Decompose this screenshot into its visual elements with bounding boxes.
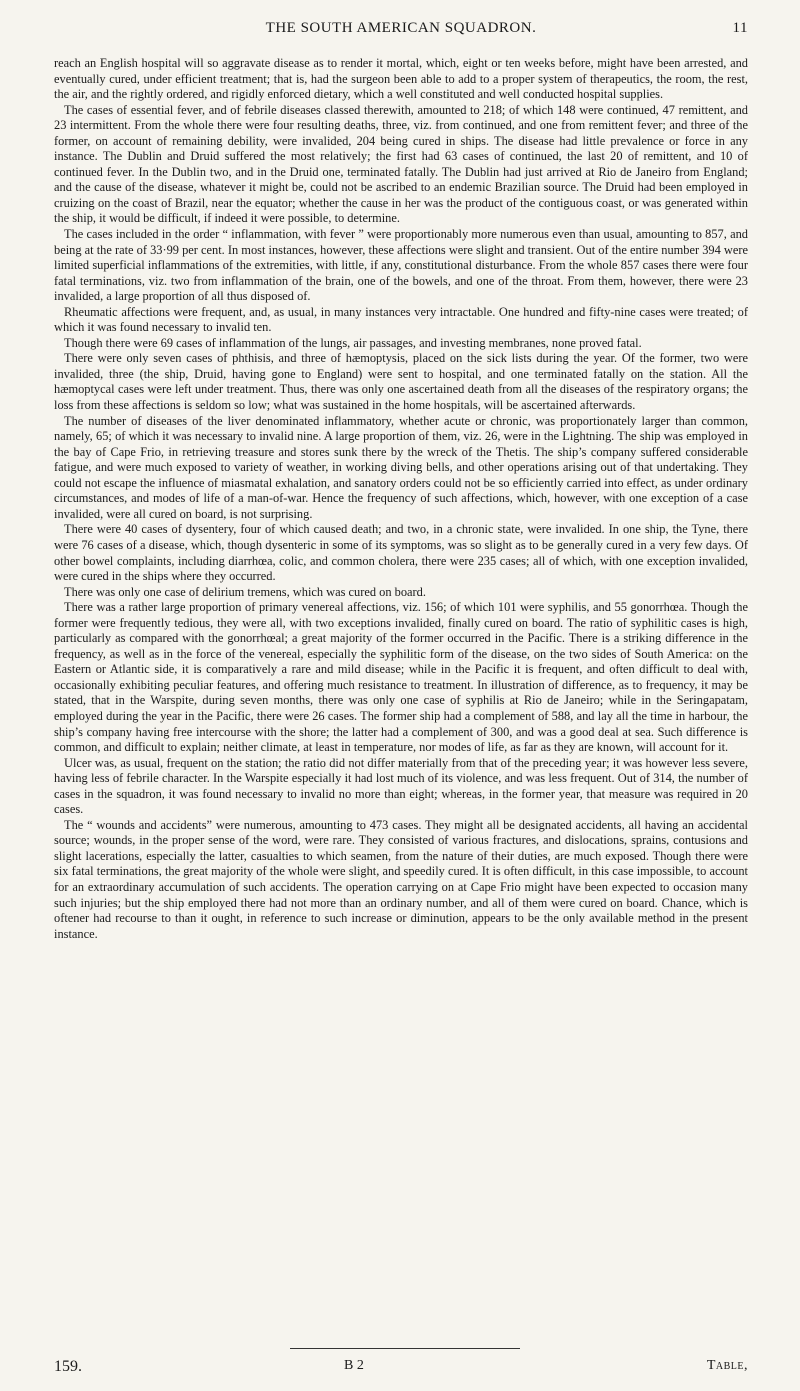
page-number: 11 [732, 20, 748, 36]
running-head [54, 20, 748, 46]
running-title: THE SOUTH AMERICAN SQUADRON. [265, 20, 537, 36]
paragraph-dysentery: There were 40 cases of dysentery, four of which caused death; and two, in a chronic state, were invalided. In one ship, the Tyne, there were 76 cases of a disease, which, though dysenteric in some of its symptoms, was so slight as to be generally cured in a very few days. Of other bowel complaints, including diarrhœa, colic, and common cholera, there were 235 cases; all of which, with one exception invalided, were cured in the ships where they occurred. [54, 522, 748, 584]
footer-rule [290, 1348, 520, 1349]
paragraph-rheumatic: Rheumatic affections were frequent, and, as usual, in many instances very intractable. One hundred and fifty-nine cases were treated; of which it was found necessary to invalid ten. [54, 304, 748, 335]
catchword: Table, [706, 1358, 748, 1373]
paragraph-phthisis: There were only seven cases of phthisis, and three of hæmoptysis, placed on the sick lists during the year. Of the former, two were invalided, three (the ship, Druid, having gone to England) were sent to hospital, and one terminated fatally on the station. All the hæmoptycal cases were left under treatment. Thus, there was only one ascertained death from all the diseases of the respiratory organs; the loss from these affections is seldom so low; what was sustained in the home hospitals, will be ascertained afterwards. [54, 351, 748, 413]
signature-mark: B 2 [344, 1358, 364, 1373]
paragraph-liver: The number of diseases of the liver denominated inflammatory, whether acute or chronic, was proportionately larger than common, namely, 65; of which it was necessary to invalid nine. A large proportion of them, viz. 26, were in the Lightning. The ship was employed in the bay of Cape Frio, in retrieving treasure and stores sunk there by the wreck of the Thetis. The ship’s company suffered considerable fatigue, and were much exposed to variety of weather, in working diving bells, and other operations arising out of that undertaking. They could not escape the influence of miasmatal exhalation, and sanatory orders could not be so efficiently carried into effect, as under ordinary circumstances, and modes of life of a man-of-war. Hence the frequency of such affections, which, however, with one exception of a case invalided, were all cured on board, is not surprising. [54, 413, 748, 521]
paragraph-delirium: There was only one case of delirium tremens, which was cured on board. [64, 584, 426, 599]
paragraph-wounds: The “ wounds and accidents” were numerous, amounting to 473 cases. They might all be designated accidents, all having an accidental source; wounds, in the proper sense of the word, were rare. They consisted of various fractures, and dislocations, sprains, contusions and slight lacerations, especially the latter, casualties to which seamen, from the nature of their duties, are much exposed. Though there were six fatal terminations, the great majority of the whole were slight, and speedily cured. It is often difficult, in this case impossible, to account for an extraordinary accumulation of such accidents. The operation carrying on at Cape Frio might have been expected to occasion many such injuries; but the ship employed there had not more than an ordinary number, and all of them were cured on board. Chance, which is oftener had recourse to than it ought, in reference to such increase or diminution, appears to be the only available method in the present instance. [54, 817, 748, 941]
paragraph-venereal: There was a rather large proportion of primary venereal affections, viz. 156; of which 101 were syphilis, and 55 gonorrhœa. Though the former were frequently tedious, they were all, with two exceptions invalided, finally cured on board. The ratio of syphilitic cases is high, particularly as compared with the gonorrhœal; a great majority of the former occurred in the Pacific. There is a striking difference in the frequency, as well as in the force of the venereal, especially the syphilitic form of the disease, on the two sides of South America: on the Eastern or Atlantic side, it is comparatively a rare and mild disease; while in the Pacific it is frequent, and often difficult to deal with, occasionally exhibiting peculiar features, and offering much resistance to treatment. In illustration of difference, as to frequency, it may be stated, that in the Warspite, during seven months, there was only one case of syphilis at Rio de Janeiro; while in the Seringapatam, employed during the year in the Pacific, there were 26 cases. The former ship had a complement of 588, and lay all the time in harbour, the ship’s company having free intercourse with the shore; the latter had a complement of 300, and was a good deal at sea. Such difference is common, and difficult to explain; neither climate, at least in temperature, nor modes of life, as far as they are known, will account for it. [54, 600, 748, 755]
paragraph-fever: The cases of essential fever, and of febrile diseases classed therewith, amounted to 218; of which 148 were continued, 47 remittent, and 23 intermittent. From the whole there were four resulting deaths, three, viz. from continued, and one from remittent fever; and three of the former, on account of remaining debility, were invalided, 204 being cured in ships. The disease had little prevalence or force in any instance. The Dublin and Druid suffered the most relatively; the first had 63 cases of continued, the last 20 of remittent, and 10 of continued fever. In the Dublin two, and in the Druid one, terminated fatally. The Dublin had just arrived at Rio de Janeiro from England; and the cause of the disease, whatever it might be, could not be ascribed to an endemic Brazilian source. The Druid had been employed in cruizing on the coast of Brazil, near the equator; whether the cause in her was the product of the contiguous coast, or was generated within the ship, it would be difficult, if indeed it were possible, to determine. [54, 102, 748, 226]
paragraph-inflammation: The cases included in the order “ inflammation, with fever ” were proportionably more numerous even than usual, amounting to 857, and being at the rate of 33·99 per cent. In most instances, however, these affections were slight and transient. Out of the entire number 394 were limited superficial inflammations of the extremities, with little, if any, constitutional disturbance. From the whole 857 cases there were four fatal terminations, viz. two from inflammation of the brain, one of the bowels, and one of the throat. From them, however, there were 23 invalided, a large proportion of all thus disposed of. [54, 227, 748, 304]
paragraph-lungs: Though there were 69 cases of inflammation of the lungs, air passages, and investing membranes, none proved fatal. [64, 335, 642, 350]
body-text [54, 56, 748, 942]
paragraph-continued: reach an English hospital will so aggravate disease as to render it mortal, which, eight or ten weeks before, might have been arrested, and eventually cured, under efficient treatment; that is, had the surgeon been able to add to a proper system of therapeutics, the room, the rest, the air, and the rightly ordered, and rigidly enforced dietary, which a well constituted and well conducted hospital supplies. [54, 56, 748, 102]
page-footer [54, 1356, 748, 1378]
footer-left-number: 159. [54, 1358, 82, 1375]
paragraph-ulcer: Ulcer was, as usual, frequent on the station; the ratio did not differ materially from that of the preceding year; it was however less severe, having less of febrile character. In the Warspite especially it had lost much of its violence, and was less frequent. Out of 314, the number of cases in the squadron, it was found necessary to invalid no more than eight; whereas, in the former year, that measure was required in 20 cases. [54, 755, 748, 817]
